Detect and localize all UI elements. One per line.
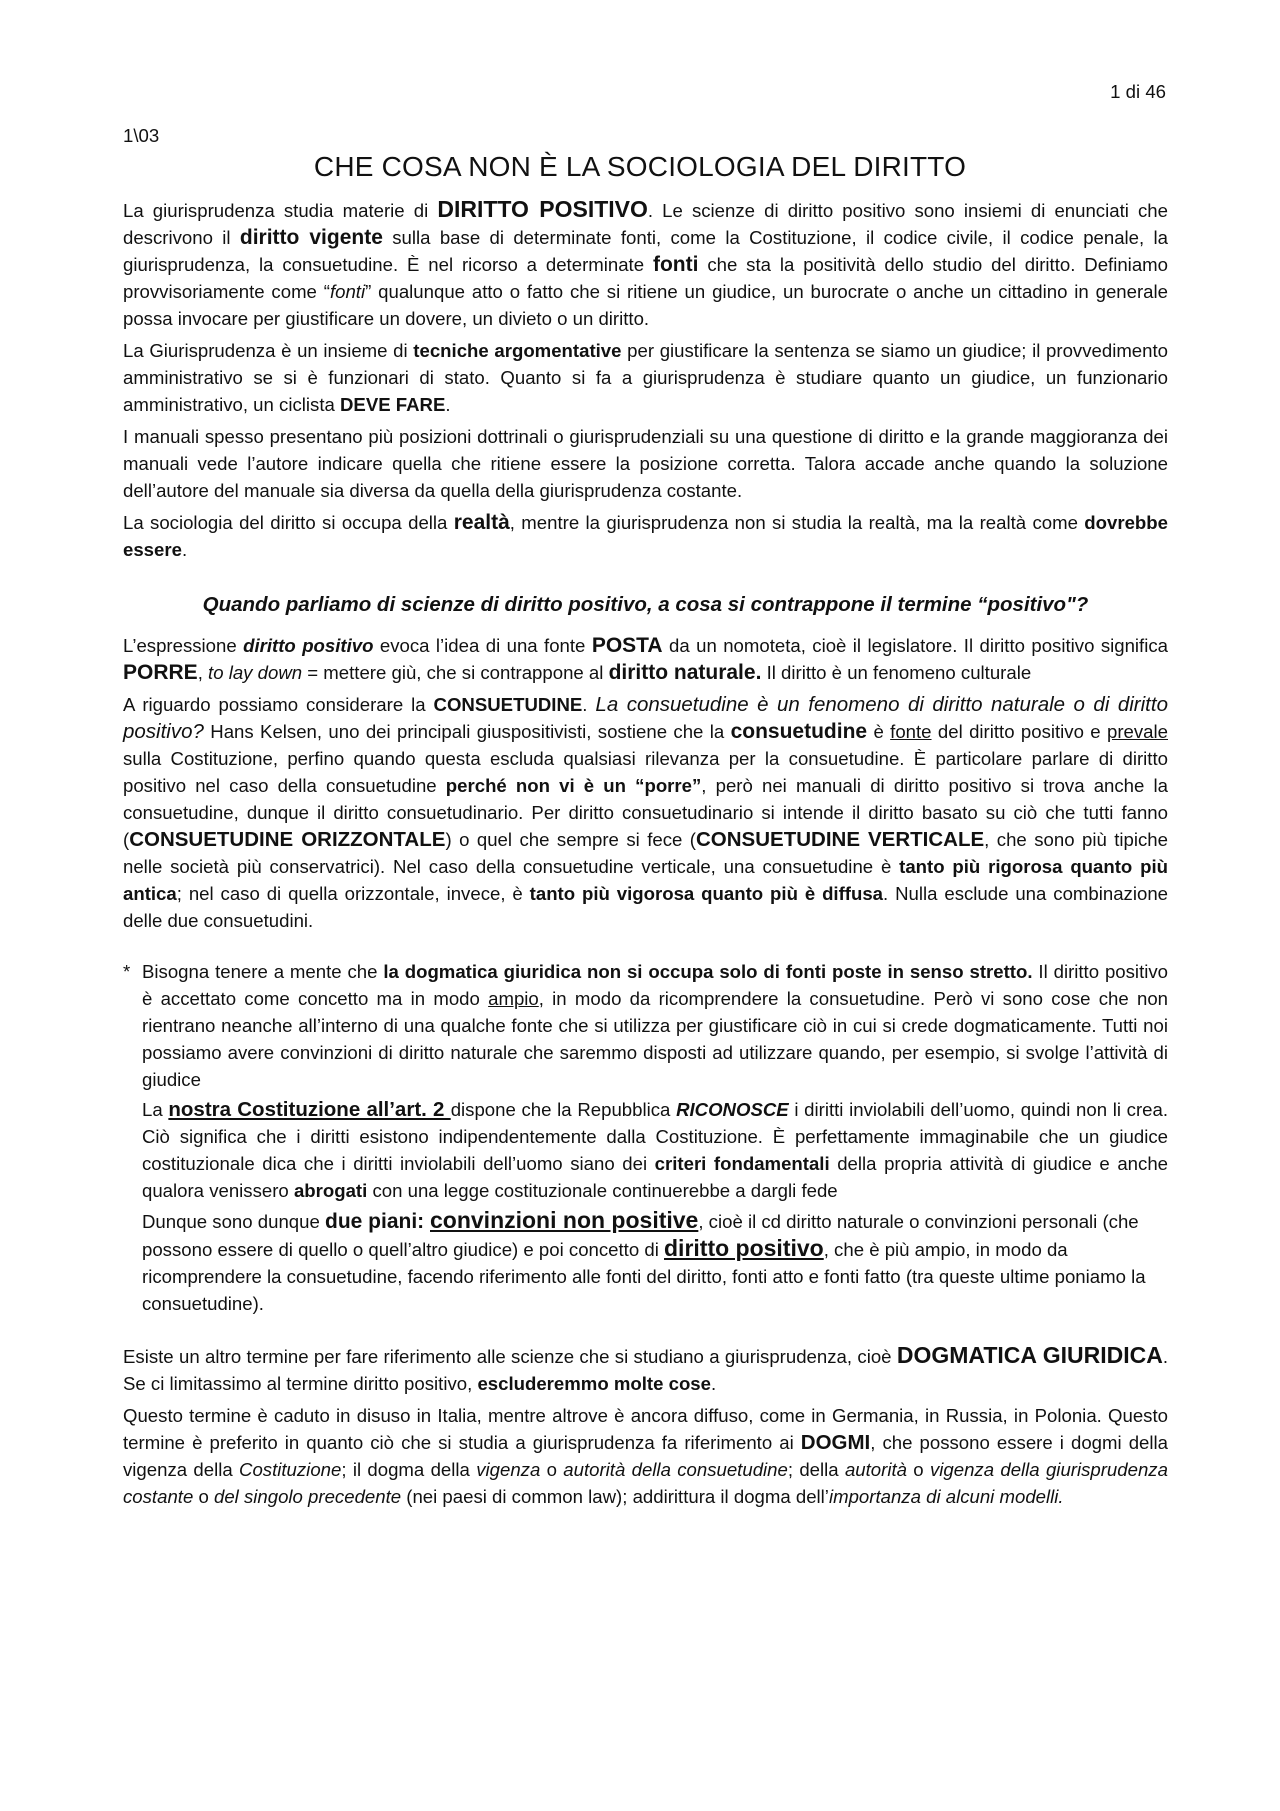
paragraph-espressione: L’espressione diritto positivo evoca l’idea di una fonte POSTA da un nomoteta, cioè il legislatore. Il diritto positivo significa PORRE, to lay down = mettere giù, che si contrappone al diritto naturale. Il diritto è un fenomeno culturale — [123, 634, 1168, 684]
section-question: Quando parliamo di scienze di diritto positivo, a cosa si contrappone il termine “positivo"? — [202, 593, 1089, 616]
paragraph-dogmatica-giuridica: Esiste un altro termine per fare riferimento alle scienze che si studiano a giurisprudenza, cioè DOGMATICA GIURIDICA. Se ci limitassimo al termine diritto positivo, escluderemmo molte cose. — [123, 1342, 1168, 1394]
page-title: CHE COSA NON È LA SOCIOLOGIA DEL DIRITTO — [313, 151, 967, 182]
document-code: 1\03 — [123, 125, 160, 146]
note-paragraph-costituzione: La nostra Costituzione all’art. 2 dispone che la Repubblica RICONOSCE i diritti inviolabili dell’uomo, quindi non li crea. Ciò significa che i diritti esistono indipendentemente dalla Costituzione. È perfettamente immaginabile che un giudice costituzionale dica che i diritti inviolabili dell’uomo siano dei criteri fondamentali della propria attività di giudice e anche qualora venissero abrogati con una legge costituzionale continuerebbe a dargli fede — [142, 1098, 1169, 1201]
paragraph-dogmi: Questo termine è caduto in disuso in Italia, mentre altrove è ancora diffuso, come in Germania, in Russia, in Polonia. Questo termine è preferito in quanto ciò che si studia a giurisprudenza fa riferimento ai DOGMI, che possono essere i dogmi della vigenza della Costituzione; il dogma della vigenza o autorità della consuetudine; della autorità o vigenza della giurisprudenza costante o del singolo precedente (nei paesi di common law); addirittura il dogma dell’importanza di alcuni modelli. — [123, 1405, 1168, 1507]
paragraph-manuali: I manuali spesso presentano più posizioni dottrinali o giurisprudenziali su una questione di diritto e la grande maggioranza dei manuali vede l’autore indicare quella che ritiene essere la posizione corretta. Talora accade anche quando la soluzione dell’autore del manuale sia diversa da quella della giurisprudenza costante. — [123, 426, 1168, 501]
note-block — [123, 958, 1168, 1317]
paragraph-sociologia: La sociologia del diritto si occupa della realtà, mentre la giurisprudenza non si studia la realtà, ma la realtà come dovrebbe essere. — [123, 511, 1168, 560]
note-asterisk: * — [123, 961, 131, 982]
page-number: 1 di 46 — [1110, 81, 1166, 102]
paragraph-giurisprudenza: La Giurisprudenza è un insieme di tecniche argomentative per giustificare la sentenza se siamo un giudice; il provvedimento amministrativo se si è funzionari di stato. Quanto si fa a giurisprudenza è studiare quanto un giudice, un funzionario amministrativo, un ciclista DEVE FARE. — [123, 340, 1168, 415]
document-body — [123, 196, 1168, 1515]
note-paragraph-due-piani: Dunque sono dunque due piani: convinzioni non positive, cioè il cd diritto naturale o convinzioni personali (che possono essere di quello o quell’altro giudice) e poi concetto di diritto positivo, che è più ampio, in modo da ricomprendere la consuetudine, facendo riferimento alle fonti del diritto, fonti atto e fonti fatto (tra queste ultime poniamo la consuetudine). — [142, 1207, 1146, 1314]
paragraph-consuetudine: A riguardo possiamo considerare la CONSUETUDINE. La consuetudine è un fenomeno di diritto naturale o di diritto positivo? Hans Kelsen, uno dei principali giuspositivisti, sostiene che la consuetudine è fonte del diritto positivo e prevale sulla Costituzione, perfino quando questa escluda qualsiasi rilevanza per la consuetudine. È particolare parlare di diritto positivo nel caso della consuetudine perché non vi è un “porre”, però nei manuali di diritto positivo si trova anche la consuetudine, dunque il diritto consuetudinario. Per diritto consuetudinario si intende il diritto basato su ciò che tutti fanno (CONSUETUDINE ORIZZONTALE) o quel che sempre si fece (CONSUETUDINE VERTICALE, che sono più tipiche nelle società più conservatrici). Nel caso della consuetudine verticale, una consuetudine è tanto più rigorosa quanto più antica; nel caso di quella orizzontale, invece, è tanto più vigorosa quanto più è diffusa. Nulla esclude una combinazione delle due consuetudini. — [123, 693, 1168, 931]
paragraph-diritto-positivo: La giurisprudenza studia materie di DIRITTO POSITIVO. Le scienze di diritto positivo sono insiemi di enunciati che descrivono il diritto vigente sulla base di determinate fonti, come la Costituzione, il codice civile, il codice penale, la giurisprudenza, la consuetudine. È nel ricorso a determinate fonti che sta la positività dello studio del diritto. Definiamo provvisoriamente come “fonti” qualunque atto o fatto che si ritiene un giudice, un burocrate o anche un cittadino in generale possa invocare per giustificare un dovere, un divieto o un diritto. — [123, 196, 1169, 329]
note-paragraph-dogmatica: Bisogna tenere a mente che la dogmatica giuridica non si occupa solo di fonti poste in senso stretto. Il diritto positivo è accettato come concetto ma in modo ampio, in modo da ricomprendere la consuetudine. Però vi sono cose che non rientrano neanche all’interno di una qualche fonte che si utilizza per giustificare ciò in cui si crede dogmaticamente. Tutti noi possiamo avere convinzioni di diritto naturale che saremmo disposti ad utilizzare quando, per esempio, si svolge l’attività di giudice — [142, 961, 1169, 1090]
